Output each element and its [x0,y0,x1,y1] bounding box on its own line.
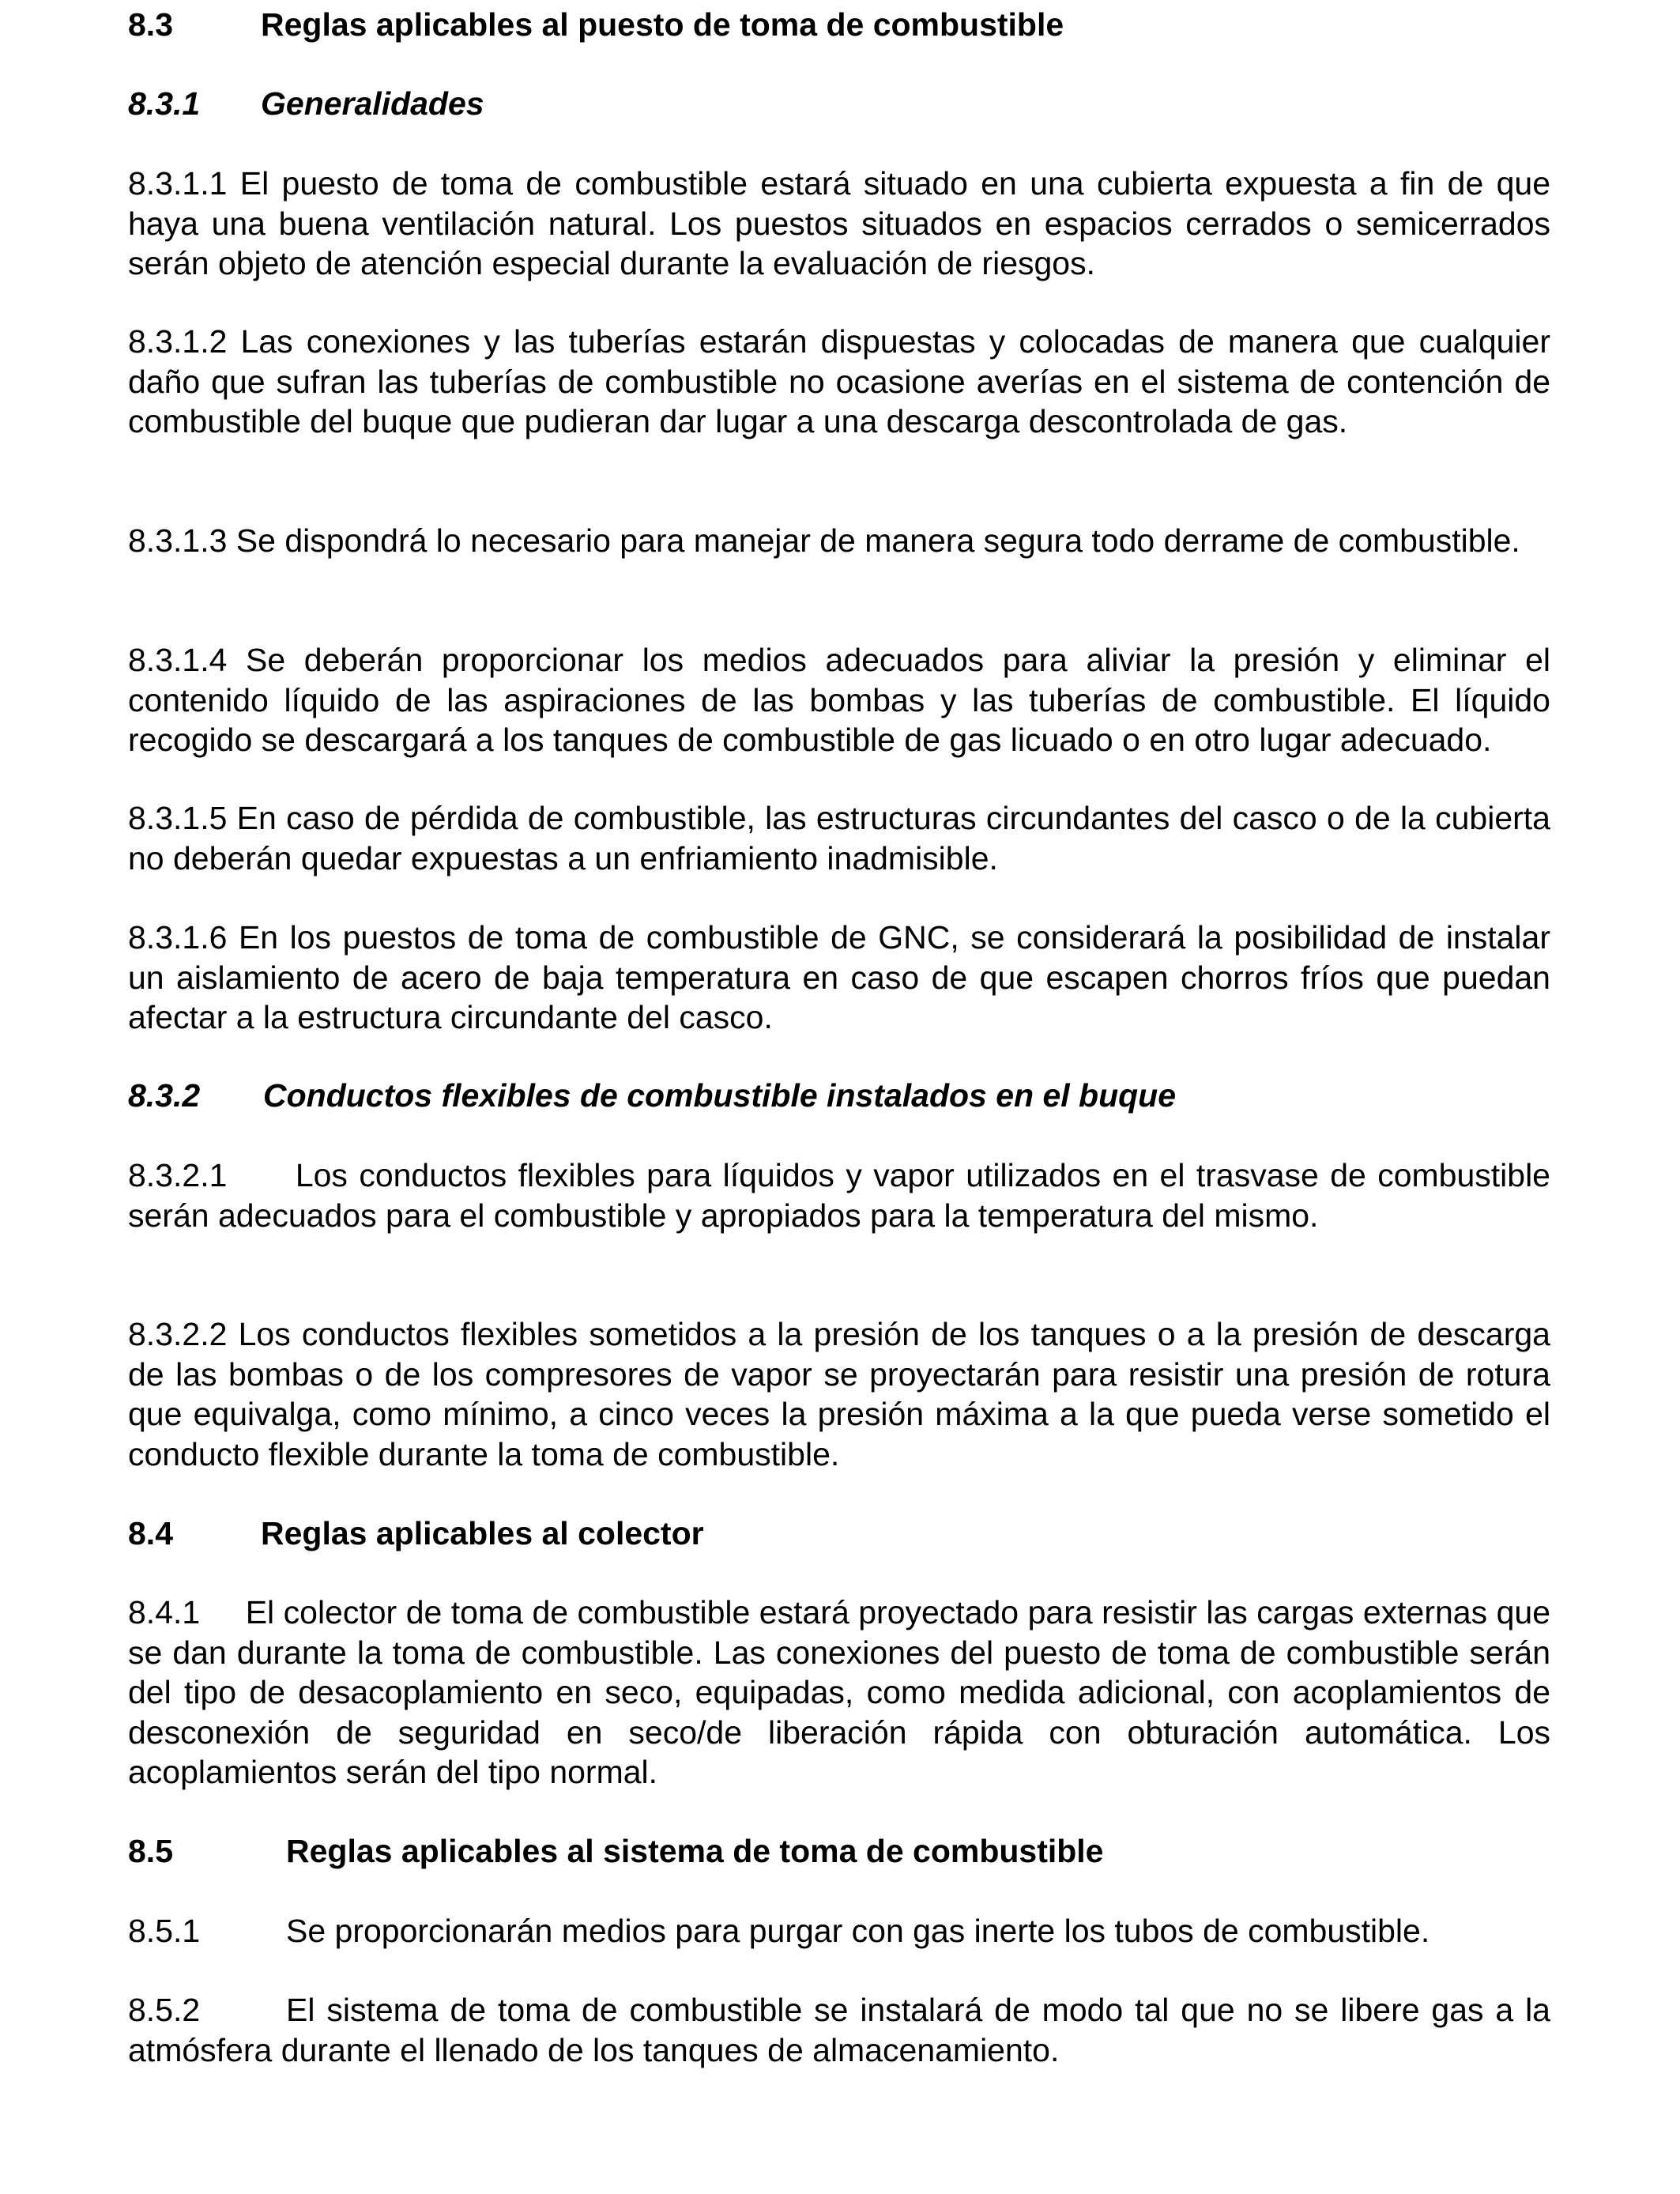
paragraph-number: 8.3.1.3 [128,522,228,559]
paragraph-8-3-1-1 [128,164,1550,284]
paragraph-8-3-1-6 [128,918,1550,1038]
section-heading-8-3-2 [128,1076,1550,1115]
paragraph-text: Los conductos flexibles para líquidos y vapor utilizados en el trasvase de combustible serán adecuados para el combustible y apropiados para la temperatura del mismo. [128,1157,1550,1234]
section-heading-8-5 [128,1831,1550,1871]
paragraph-8-3-2-2 [128,1314,1550,1474]
paragraph-text: Se deberán proporcionar los medios adecuados para aliviar la presión y eliminar el contenido líquido de las aspiraciones de las bombas y las tuberías de combustible. El líquido recogido se descargará a los tanques de combustible de gas licuado o en otro lugar adecuado. [128,642,1550,758]
paragraph-text: Se dispondrá lo necesario para manejar de manera segura todo derrame de combustible. [235,522,1520,559]
paragraph-number: 8.3.1.2 [128,323,228,360]
paragraph-8-5-1 [128,1911,1550,1951]
section-title: Reglas aplicables al sistema de toma de combustible [286,1833,1104,1869]
paragraph-number: 8.3.2.1 [128,1157,228,1193]
paragraph-text: El puesto de toma de combustible estará situado en una cubierta expuesta a fin de que haya una buena ventilación natural. Los puestos situados en espacios cerrados o semicerrados serán objeto de atención especial durante la evaluación de riesgos. [128,165,1550,281]
paragraph-8-4-1 [128,1593,1550,1793]
paragraph-text: Las conexiones y las tuberías estarán dispuestas y colocadas de manera que cualquier daño que sufran las tuberías de combustible no ocasione averías en el sistema de contención de combustible del buque que pudieran dar lugar a una descarga descontrolada de gas. [128,323,1550,439]
section-number: 8.3.2 [128,1077,201,1114]
section-title: Generalidades [261,85,484,122]
paragraph-text: En caso de pérdida de combustible, las estructuras circundantes del casco o de la cubierta no deberán quedar expuestas a un enfriamiento inadmisible. [128,800,1550,876]
section-heading-8-4 [128,1514,1550,1553]
paragraph-number: 8.3.1.1 [128,165,228,202]
paragraph-number: 8.4.1 [128,1594,201,1630]
section-number: 8.4 [128,1515,173,1551]
section-title: Conductos flexibles de combustible instalados en el buque [263,1077,1177,1114]
paragraph-text: En los puestos de toma de combustible de GNC, se considerará la posibilidad de instalar un aislamiento de acero de baja temperatura en caso de que escapen chorros fríos que puedan afectar a la estructura circundante del casco. [128,919,1550,1035]
section-heading-8-3 [128,5,1550,44]
section-number: 8.3.1 [128,85,201,122]
section-heading-8-3-1 [128,84,1550,123]
section-title: Reglas aplicables al puesto de toma de combustible [261,6,1064,43]
section-title: Reglas aplicables al colector [261,1515,704,1551]
paragraph-number: 8.3.1.4 [128,642,228,678]
paragraph-text: Los conductos flexibles sometidos a la presión de los tanques o a la presión de descarga de las bombas o de los compresores de vapor se proyectarán para resistir una presión de rotura que equivalga, como mínimo, a cinco veces la presión máxima a la que pueda verse sometido el conducto flexible durante la toma de combustible. [128,1316,1550,1472]
paragraph-8-3-1-5 [128,798,1550,878]
paragraph-8-3-1-3 [128,521,1550,561]
paragraph-number: 8.3.1.5 [128,800,228,836]
paragraph-number: 8.3.1.6 [128,919,228,956]
paragraph-8-3-1-2 [128,322,1550,442]
paragraph-number: 8.5.1 [128,1913,201,1949]
paragraph-number: 8.5.2 [128,1992,201,2028]
paragraph-8-5-2 [128,1990,1550,2070]
section-number: 8.5 [128,1833,173,1869]
paragraph-number: 8.3.2.2 [128,1316,228,1352]
paragraph-text: El sistema de toma de combustible se instalará de modo tal que no se libere gas a la atmósfera durante el llenado de los tanques de almacenamiento. [128,1992,1550,2068]
paragraph-text: El colector de toma de combustible estará proyectado para resistir las cargas externas que se dan durante la toma de combustible. Las conexiones del puesto de toma de combustible serán del tipo de desacoplamiento en seco, equipadas, como medida adicional, con acoplamientos de desconexión de seguridad en seco/de liberación rápida con obturación automática. Los acoplamientos serán del tipo normal. [128,1594,1550,1790]
paragraph-text: Se proporcionarán medios para purgar con gas inerte los tubos de combustible. [286,1913,1430,1949]
paragraph-8-3-2-1 [128,1155,1550,1235]
section-number: 8.3 [128,6,173,43]
paragraph-8-3-1-4 [128,640,1550,760]
